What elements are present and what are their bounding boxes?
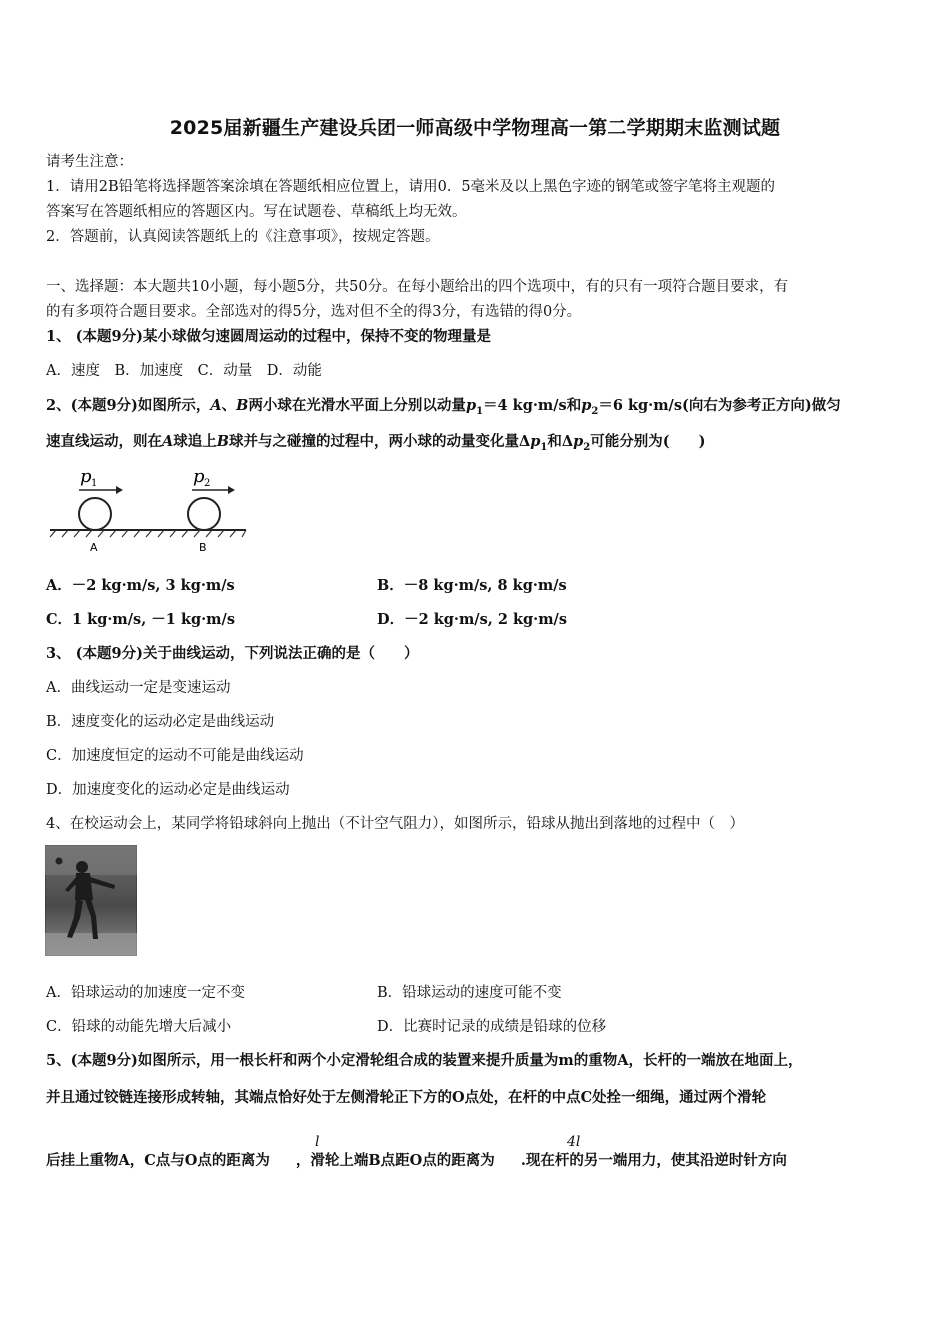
q5-stem-line-2: 并且通过铰链连接形成转轴，其端点恰好处于左侧滑轮正下方的O点处，在杆的中点C处拴一细绳，通过两个滑轮 <box>46 1089 767 1106</box>
q5-symbol-4l: 4l <box>567 1134 581 1150</box>
q3-stem: 3、 (本题9分)关于曲线运动，下列说法正确的是（ ） <box>46 645 419 662</box>
section-1-line-2: 的有多项符合题目要求。全部选对的得5分，选对但不全的得3分，有选错的得0分。 <box>46 304 582 320</box>
fig-p1-label: p <box>80 466 92 487</box>
fig-p2-sub: 2 <box>204 478 211 489</box>
q3-option-c: C．加速度恒定的运动不可能是曲线运动 <box>46 748 304 764</box>
notice-item-1-line-1: 1．请用2B铅笔将选择题答案涂填在答题纸相应位置上，请用0．5毫米及以上黑色字迹的钢笔或签字笔将主观题的 <box>46 179 776 195</box>
q5-symbol-l: l <box>315 1134 320 1150</box>
section-1-line-1: 一、选择题：本大题共10小题，每小题5分，共50分。在每小题给出的四个选项中，有的只有一项符合题目要求，有 <box>46 279 789 295</box>
q4-shot-put-photo <box>45 845 137 956</box>
q5-stem-line-3: 后挂上重物A，C点与O点的距离为 ，滑轮上端B点距O点的距离为 .现在杆的另一端用力，使其沿逆时针方向 <box>46 1152 787 1169</box>
q1-stem: 1、 (本题9分)某小球做匀速圆周运动的过程中，保持不变的物理量是 <box>46 328 491 345</box>
q5-stem-line-1: 5、(本题9分)如图所示，用一根长杆和两个小定滑轮组合成的装置来提升质量为m的重物A，长杆的一端放在地面上， <box>46 1052 803 1069</box>
q4-option-b: B．铅球运动的速度可能不变 <box>377 985 562 1001</box>
ball-a <box>79 498 111 530</box>
fig-label-a: A <box>90 541 98 554</box>
q3-option-d: D．加速度变化的运动必定是曲线运动 <box>46 782 290 798</box>
page-title: 2025届新疆生产建设兵团一师高级中学物理高一第二学期期末监测试题 <box>169 117 781 139</box>
q2-option-c: C．1 kg·m/s, －1 kg·m/s <box>46 611 235 628</box>
ground-hatching <box>50 530 246 537</box>
q1-options: A．速度 B．加速度 C．动量 D．动能 <box>46 363 322 379</box>
q2-collision-figure <box>46 462 256 557</box>
q3-option-b: B．速度变化的运动必定是曲线运动 <box>46 714 275 730</box>
notice-item-2: 2．答题前，认真阅读答题纸上的《注意事项》，按规定答题。 <box>46 229 440 245</box>
q4-option-c: C．铅球的动能先增大后减小 <box>46 1019 232 1035</box>
fig-p2-label: p <box>193 466 205 487</box>
q2-option-d: D．－2 kg·m/s, 2 kg·m/s <box>377 611 568 628</box>
q2-option-b: B．－8 kg·m/s, 8 kg·m/s <box>377 577 567 594</box>
q4-option-d: D．比赛时记录的成绩是铅球的位移 <box>377 1019 607 1035</box>
fig-p2-arrowhead <box>228 486 235 494</box>
fig-p1-sub: 1 <box>91 478 98 489</box>
fig-label-b: B <box>199 541 207 554</box>
notice-item-1-line-2: 答案写在答题纸相应的答题区内。写在试题卷、草稿纸上均无效。 <box>46 204 467 220</box>
q4-stem: 4、在校运动会上，某同学将铅球斜向上抛出（不计空气阻力），如图所示，铅球从抛出到落地的过程中（ ） <box>46 816 744 832</box>
q2-stem-line-2: 速直线运动，则在A球追上B球并与之碰撞的过程中，两小球的动量变化量$\Delta p_1$和$\Delta p_2$可能分别为( ) <box>46 433 706 453</box>
q3-option-a: A．曲线运动一定是变速运动 <box>46 680 231 696</box>
ball-b <box>188 498 220 530</box>
q2-option-a: A．－2 kg·m/s, 3 kg·m/s <box>46 577 235 594</box>
notice-heading: 请考生注意： <box>46 154 133 170</box>
q2-stem-line-1: 2、(本题9分)如图所示，A、B两小球在光滑水平面上分别以动量$p_1=4$ kg·m/s和$p_2=6$ kg·m/s(向右为参考正方向)做匀 <box>46 397 841 417</box>
q4-option-a: A．铅球运动的加速度一定不变 <box>46 985 245 1001</box>
fig-p1-arrowhead <box>116 486 123 494</box>
shot-put-ball <box>56 858 63 865</box>
